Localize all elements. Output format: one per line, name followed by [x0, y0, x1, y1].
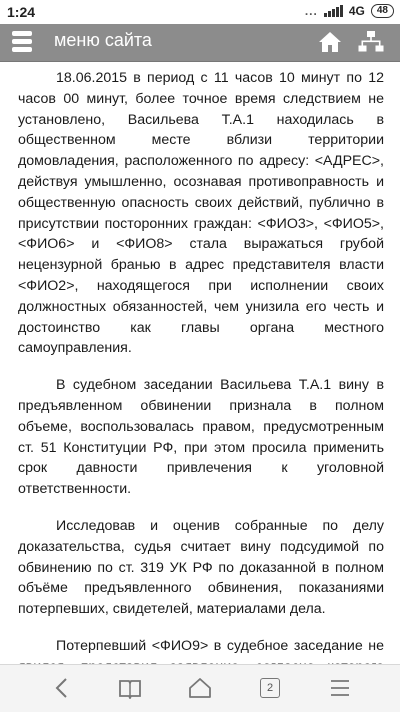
- document-content: [18, 68, 384, 668]
- tab-count: 2: [260, 678, 280, 698]
- notification-dots-icon: ...: [304, 4, 318, 18]
- back-icon[interactable]: [42, 673, 82, 703]
- site-menu-title[interactable]: меню сайта: [54, 30, 152, 50]
- home-icon[interactable]: [180, 673, 220, 703]
- battery-indicator: 48: [371, 4, 394, 18]
- site-header: [0, 24, 400, 62]
- paragraph: Потерпевший <ФИО9> в судебное заседание не: [56, 637, 384, 654]
- tabs-icon[interactable]: [250, 673, 290, 703]
- menu-icon[interactable]: [320, 673, 360, 703]
- home-icon[interactable]: [318, 30, 342, 54]
- browser-bottom-nav: [0, 664, 400, 712]
- paragraph: 18.06.2015 в период с 11 часов 10 минут по 12 часов 00 минут, более точное время следствием не установлено, Васильева Т.А.1 находилась в общественном месте вблизи территории домовладения, расположенного по адресу: <АДРЕС>, действуя умышленно, осознавая противоправность и общественную опасность своих действий, публично в присутствии посторонних граждан: <ФИО3>, <ФИО5>, <ФИО6> и <ФИО8> стала выражаться грубой нецензурной бранью в адрес представителя власти <ФИО2>, находящегося при исполнении своих должностных обязанностей, чем унизила его честь и достоинство как главы органа местного самоуправления.: [18, 70, 384, 357]
- paragraph: В судебном заседании Васильева Т.А.1 вину в предъявленном обвинении признала в полном объеме, воспользовалась правом, предусмотренным ст. 51 Конституции РФ, при этом просила применить срок давности привлечения к уголовной ответственности.: [18, 377, 384, 498]
- status-time: 1:24: [7, 4, 36, 20]
- status-indicators: [305, 4, 394, 18]
- signal-strength-icon: [324, 5, 343, 17]
- network-type: 4G: [348, 4, 365, 18]
- paragraph: Исследовав и оценив собранные по делу доказательства, судья считает вину подсудимой по обвинению по ст. 319 УК РФ по доказанной в полном объёме предъявленного обвинения, показаниями потерпевших, свидетелей, материалами дела.: [18, 517, 384, 618]
- status-bar: [0, 0, 400, 24]
- bookmarks-icon[interactable]: [110, 673, 150, 703]
- sitemap-icon[interactable]: [358, 30, 384, 54]
- hamburger-menu-icon[interactable]: [12, 31, 34, 53]
